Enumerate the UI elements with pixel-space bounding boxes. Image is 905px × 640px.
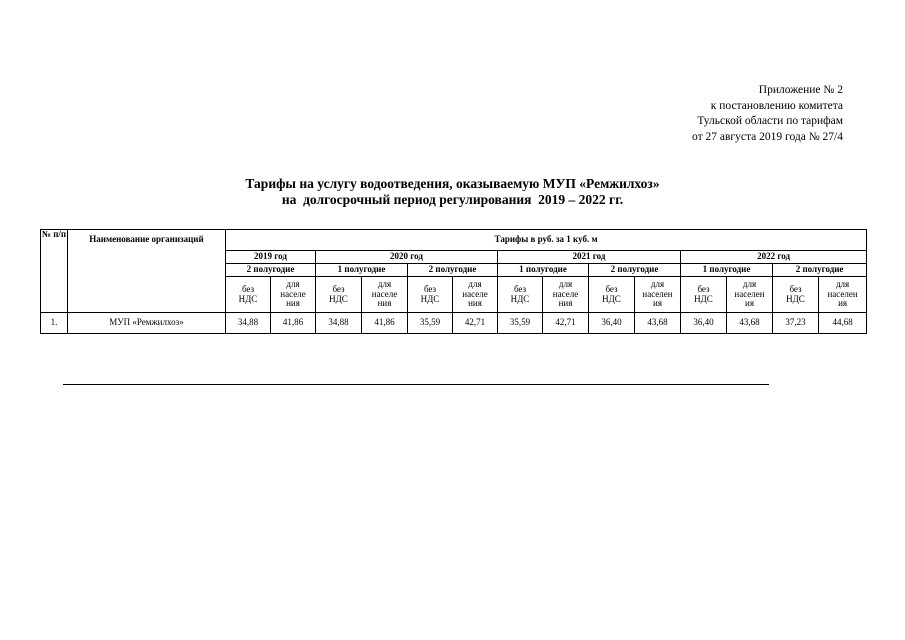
subheader-cell: для населе ния: [271, 277, 316, 313]
tariff-value: 41,86: [271, 313, 316, 334]
subheader-cell: без НДС: [773, 277, 819, 313]
divider-line: [63, 384, 769, 385]
tariff-value: 44,68: [819, 313, 867, 334]
tariff-value: 43,68: [635, 313, 681, 334]
tariffs-table: [40, 229, 867, 334]
row-number: 1.: [41, 313, 68, 334]
row-organization: МУП «Ремжилхоз»: [68, 313, 226, 334]
subheader-cell: без НДС: [498, 277, 543, 313]
subheader-cell: для населен ия: [819, 277, 867, 313]
subheader-cell: для населе ния: [362, 277, 408, 313]
appendix-block: [692, 83, 843, 145]
appendix-line: Тульской области по тарифам: [697, 115, 843, 127]
title-line: на долгосрочный период регулирования 2019 – 2022 гг.: [281, 192, 624, 207]
tariff-value: 36,40: [589, 313, 635, 334]
subheader-cell: без НДС: [589, 277, 635, 313]
header-half: 1 полугодие: [681, 264, 773, 277]
header-year: 2020 год: [316, 251, 498, 264]
subheader-cell: для населе ния: [543, 277, 589, 313]
header-half: 2 полугодие: [226, 264, 316, 277]
tariff-value: 34,88: [226, 313, 271, 334]
subheader-cell: без НДС: [408, 277, 453, 313]
tariff-value: 35,59: [408, 313, 453, 334]
tariff-value: 43,68: [727, 313, 773, 334]
table-row: [41, 313, 867, 334]
header-half: 1 полугодие: [498, 264, 589, 277]
subheader-cell: без НДС: [681, 277, 727, 313]
subheader-cell: для населен ия: [635, 277, 681, 313]
appendix-line: от 27 августа 2019 года № 27/4: [692, 130, 843, 143]
appendix-line: к постановлению комитета: [710, 99, 843, 112]
header-year: 2022 год: [681, 251, 867, 264]
header-half: 1 полугодие: [316, 264, 408, 277]
header-number: № п/п: [41, 230, 68, 313]
title-line: Тарифы на услугу водоотведения, оказываемую МУП «Ремжилхоз»: [245, 176, 660, 191]
header-year: 2021 год: [498, 251, 681, 264]
header-year: 2019 год: [226, 251, 316, 264]
header-half: 2 полугодие: [408, 264, 498, 277]
tariff-value: 36,40: [681, 313, 727, 334]
subheader-cell: без НДС: [226, 277, 271, 313]
subheader-cell: без НДС: [316, 277, 362, 313]
header-half: 2 полугодие: [589, 264, 681, 277]
subheader-cell: для населе ния: [453, 277, 498, 313]
header-half: 2 полугодие: [773, 264, 867, 277]
tariff-value: 41,86: [362, 313, 408, 334]
tariff-value: 37,23: [773, 313, 819, 334]
tariff-value: 42,71: [453, 313, 498, 334]
tariff-value: 42,71: [543, 313, 589, 334]
subheader-cell: для населен ия: [727, 277, 773, 313]
appendix-line: Приложение № 2: [758, 84, 843, 96]
header-organization: Наименование организаций: [68, 230, 226, 313]
header-tariffs: Тарифы в руб. за 1 куб. м: [226, 230, 867, 251]
tariff-value: 35,59: [498, 313, 543, 334]
document-title: [0, 176, 905, 208]
tariff-value: 34,88: [316, 313, 362, 334]
